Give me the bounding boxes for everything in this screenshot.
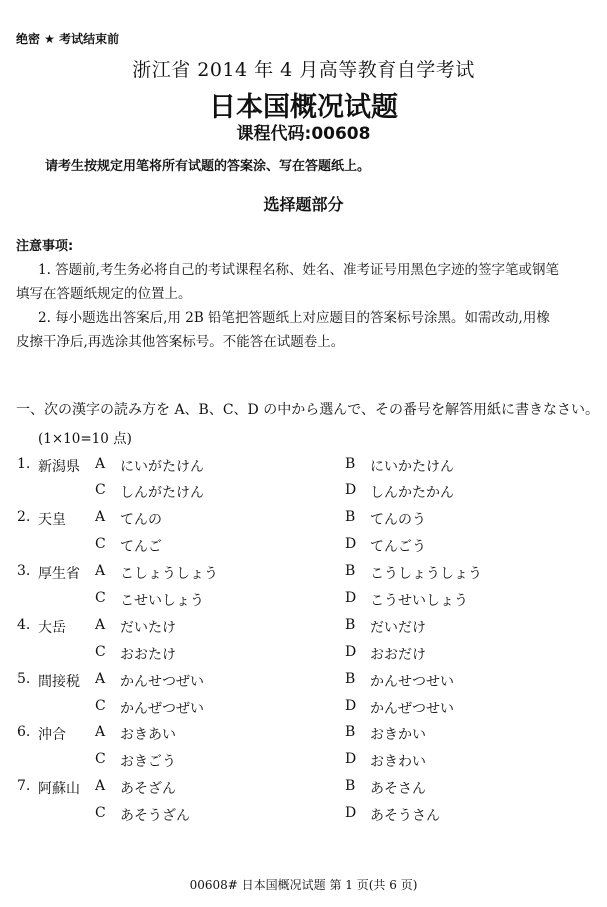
question-row bbox=[0, 563, 607, 589]
option-text-b: てんのう bbox=[370, 512, 426, 528]
question-row-continued bbox=[0, 805, 607, 831]
option-letter-b: B bbox=[345, 724, 356, 740]
question-instruction: 一、次の漢字の読み方を A、B、C、D の中から選んで、その番号を解答用紙に書きなさい。 bbox=[16, 402, 599, 418]
question-kanji: 天皇 bbox=[38, 512, 66, 528]
question-row bbox=[0, 724, 607, 750]
option-text-c: てんご bbox=[120, 539, 162, 555]
option-letter-c: C bbox=[95, 751, 106, 767]
question-row-continued bbox=[0, 482, 607, 508]
exam-session-line: 浙江省 2014 年 4 月高等教育自学考试 bbox=[132, 59, 475, 81]
question-number: 5. bbox=[17, 671, 31, 687]
option-text-d: おきわい bbox=[370, 754, 426, 770]
note-line: 皮擦干净后,再选涂其他答案标号。不能答在试题卷上。 bbox=[16, 334, 345, 350]
question-row-continued bbox=[0, 698, 607, 724]
option-text-b: こうしょうしょう bbox=[370, 566, 482, 582]
question-row-continued bbox=[0, 590, 607, 616]
option-letter-b: B bbox=[345, 617, 356, 633]
option-text-a: だいたけ bbox=[120, 620, 176, 636]
option-letter-d: D bbox=[345, 698, 357, 714]
question-kanji: 厚生省 bbox=[38, 566, 80, 582]
option-letter-c: C bbox=[95, 698, 106, 714]
option-letter-a: A bbox=[95, 617, 106, 633]
question-row-continued bbox=[0, 751, 607, 777]
option-text-b: だいだけ bbox=[370, 620, 426, 636]
question-row-continued bbox=[0, 536, 607, 562]
option-text-d: おおだけ bbox=[370, 647, 426, 663]
option-text-a: かんせつぜい bbox=[120, 674, 204, 690]
question-row bbox=[0, 778, 607, 804]
option-text-d: かんぜつせい bbox=[370, 701, 454, 717]
note-line: 填写在答题纸规定的位置上。 bbox=[16, 286, 192, 302]
option-text-c: おおたけ bbox=[120, 647, 176, 663]
option-text-d: こうせいしょう bbox=[370, 593, 468, 609]
question-number: 1. bbox=[17, 456, 31, 472]
option-text-a: あそざん bbox=[120, 781, 176, 797]
option-letter-b: B bbox=[345, 456, 356, 472]
question-kanji: 阿蘇山 bbox=[38, 781, 80, 797]
option-text-b: にいかたけん bbox=[370, 459, 454, 475]
option-letter-a: A bbox=[95, 456, 106, 472]
option-letter-b: B bbox=[345, 509, 356, 525]
option-letter-a: A bbox=[95, 563, 106, 579]
option-letter-a: A bbox=[95, 671, 106, 687]
question-number: 4. bbox=[17, 617, 31, 633]
question-row bbox=[0, 456, 607, 482]
option-letter-c: C bbox=[95, 644, 106, 660]
option-letter-c: C bbox=[95, 536, 106, 552]
question-number: 3. bbox=[17, 563, 31, 579]
question-row bbox=[0, 617, 607, 643]
option-text-b: おきかい bbox=[370, 727, 426, 743]
option-letter-d: D bbox=[345, 751, 357, 767]
question-row bbox=[0, 509, 607, 535]
option-letter-c: C bbox=[95, 590, 106, 606]
question-kanji: 大岳 bbox=[38, 620, 66, 636]
option-text-d: しんかたかん bbox=[370, 485, 454, 501]
option-letter-d: D bbox=[345, 536, 357, 552]
notes-heading: 注意事项: bbox=[16, 239, 74, 254]
option-text-c: あそうざん bbox=[120, 808, 190, 824]
option-text-a: こしょうしょう bbox=[120, 566, 218, 582]
option-letter-a: A bbox=[95, 509, 106, 525]
option-text-c: しんがたけん bbox=[120, 485, 204, 501]
option-letter-a: A bbox=[95, 724, 106, 740]
question-number: 2. bbox=[17, 509, 31, 525]
option-text-c: おきごう bbox=[120, 754, 176, 770]
option-text-c: こせいしょう bbox=[120, 593, 204, 609]
option-letter-b: B bbox=[345, 671, 356, 687]
option-letter-d: D bbox=[345, 805, 357, 821]
option-letter-d: D bbox=[345, 590, 357, 606]
option-text-d: てんごう bbox=[370, 539, 426, 555]
course-code: 课程代码:00608 bbox=[236, 124, 371, 144]
option-text-a: てんの bbox=[120, 512, 162, 528]
option-letter-a: A bbox=[95, 778, 106, 794]
option-letter-c: C bbox=[95, 482, 106, 498]
question-kanji: 沖合 bbox=[38, 727, 66, 743]
note-line: 1. 答题前,考生务必将自己的考试课程名称、姓名、准考证号用黑色字迹的签字笔或钢笔 bbox=[38, 262, 559, 278]
question-row-continued bbox=[0, 644, 607, 670]
option-letter-b: B bbox=[345, 778, 356, 794]
option-text-d: あそうさん bbox=[370, 808, 440, 824]
option-letter-d: D bbox=[345, 644, 357, 660]
page-title: 日本国概况试题 bbox=[209, 92, 398, 123]
general-instruction: 请考生按规定用笔将所有试题的答案涂、写在答题纸上。 bbox=[45, 159, 371, 174]
confidential-label: 绝密 ★ 考试结束前 bbox=[16, 32, 120, 46]
option-text-b: あそさん bbox=[370, 781, 426, 797]
option-letter-c: C bbox=[95, 805, 106, 821]
note-line: 2. 每小题选出答案后,用 2B 铅笔把答题纸上对应题目的答案标号涂黑。如需改动,用橡 bbox=[38, 310, 550, 326]
option-letter-d: D bbox=[345, 482, 357, 498]
option-letter-b: B bbox=[345, 563, 356, 579]
option-text-a: おきあい bbox=[120, 727, 176, 743]
section-title: 选择题部分 bbox=[263, 195, 344, 214]
question-number: 7. bbox=[17, 778, 31, 794]
question-row bbox=[0, 671, 607, 697]
score-note: (1×10=10 点) bbox=[38, 431, 132, 447]
question-number: 6. bbox=[17, 724, 31, 740]
option-text-b: かんせつせい bbox=[370, 674, 454, 690]
question-kanji: 新潟県 bbox=[38, 459, 80, 475]
option-text-c: かんぜつぜい bbox=[120, 701, 204, 717]
page-footer: 00608# 日本国概况试题 第 1 页(共 6 页) bbox=[189, 878, 418, 892]
question-kanji: 間接税 bbox=[38, 674, 80, 690]
option-text-a: にいがたけん bbox=[120, 459, 204, 475]
